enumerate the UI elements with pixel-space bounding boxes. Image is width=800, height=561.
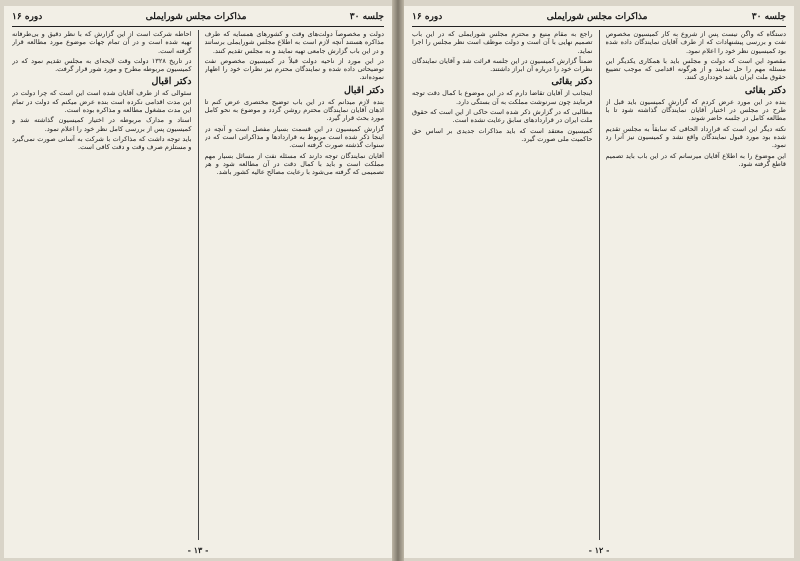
right-column-1 — [606, 30, 787, 540]
speaker-name: دکتر اقبال — [151, 76, 192, 88]
paragraph: مطالبی که در گزارش ذکر شده است حاکی از این است که حقوق ملت ایران در قراردادهای سابق رعایت نشده است. — [412, 108, 593, 125]
paragraph: دستگاه که واگن نیست پس از شروع به کار کمیسیون مخصوص نفت و بررسی پیشنهادات که از طرف آقایان نمایندگان داده شده بود کمیسیون نظر خود را اعلام نمود. — [605, 30, 786, 55]
right-header-session: جلسه ۳۰ — [751, 12, 786, 22]
paragraph: این موضوع را به اطلاع آقایان میرسانم که در این باب باید تصمیم قاطع گرفته شود. — [605, 151, 786, 168]
paragraph: نکته دیگر این است که قرارداد الحاقی که سابقاً به مجلس تقدیم شده بود مورد قبول نمایندگان واقع نشد و کمیسیون نیز آنرا رد نمود. — [605, 124, 786, 150]
paragraph: اسناد و مدارک مربوطه در اختیار کمیسیون گذاشته شد و کمیسیون پس از بررسی کامل نظر خود را اعلام نمود. — [12, 116, 192, 133]
right-header-title: مذاکرات مجلس شورایملی — [546, 12, 648, 22]
left-column-2 — [12, 30, 192, 540]
right-page-columns — [412, 30, 786, 540]
right-column-2 — [412, 30, 593, 540]
paragraph: سئوالی که از طرف آقایان شده است این است که چرا دولت در این مدت اقدامی نکرده است بنده عرض میکنم که دولت در تمام این مدت مشغول مطالعه و مذاکره بوده است. — [12, 89, 192, 115]
column-divider — [599, 30, 600, 540]
binding-gutter — [392, 0, 404, 561]
speaker-name: دکتر بقائی — [551, 76, 593, 88]
paragraph: اینجانب از آقایان تقاضا دارم که در این موضوع با کمال دقت توجه فرمایند چون سرنوشت مملکت به آن بستگی دارد. — [412, 89, 593, 106]
paragraph: کمیسیون معتقد است که باید مذاکرات جدیدی بر اساس حق حاکمیت ملی صورت گیرد. — [412, 126, 593, 143]
right-page-header — [412, 10, 786, 27]
left-page-number: - ۱۳ - — [187, 545, 209, 555]
left-column-1 — [205, 30, 385, 540]
speaker-name: دکتر اقبال — [343, 84, 384, 96]
paragraph: گزارش کمیسیون در این قسمت بسیار مفصل است و آنچه در اینجا ذکر شده است مربوط به قراردادها و مذاکراتی است که در سنوات گذشته صورت گرفته است. — [204, 124, 384, 150]
paragraph: بنده در این مورد عرض کردم که گزارش کمیسیون باید قبل از طرح در مجلس در اختیار آقایان نمایندگان گذاشته شود تا با مطالعه کامل در جلسه حاضر شوند. — [605, 97, 786, 123]
left-header-session: جلسه ۳۰ — [349, 12, 384, 22]
paragraph: مقصود این است که دولت و مجلس باید با همکاری یکدیگر این مسئله مهم را حل نمایند و از هرگونه اقدامی که موجب تضییع حقوق ملت ایران باشد خودداری کنند. — [605, 56, 786, 82]
column-divider — [198, 30, 199, 540]
left-header-period: دوره ۱۶ — [12, 12, 43, 22]
left-header-title: مذاکرات مجلس شورایملی — [145, 12, 247, 22]
left-page — [4, 6, 392, 558]
paragraph: در تاریخ ۱۳۲۸ دولت وقت لایحه‌ای به مجلس تقدیم نمود که در کمیسیون مربوطه مطرح و مورد شور قرار گرفت. — [12, 56, 192, 74]
paragraph: در این مورد از ناحیه دولت قبلاً در کمیسیون مخصوص نفت توضیحاتی داده شده و نمایندگان محترم نیز نظرات خود را اظهار نموده‌اند. — [204, 56, 384, 82]
left-page-header — [12, 10, 384, 27]
speaker-name: دکتر بقائی — [744, 84, 786, 96]
paragraph: بنده لازم میدانم که در این باب توضیح مختصری عرض کنم تا اذهان آقایان نمایندگان محترم روشن گردد و موضوع به نحو کامل مورد بحث قرار گیرد. — [204, 97, 384, 123]
paragraph: راجع به مقام منیع و محترم مجلس شورایملی که در این باب تصمیم نهایی با آن است و دولت موظف است نظر مجلس را اجرا نماید. — [412, 30, 593, 55]
paragraph: ضمناً گزارش کمیسیون در این جلسه قرائت شد و آقایان نمایندگان نظرات خود را درباره آن ابراز داشتند. — [412, 56, 593, 74]
right-header-period: دوره ۱۶ — [412, 12, 443, 22]
left-page-columns — [12, 30, 384, 540]
right-page-number: - ۱۲ - — [588, 545, 610, 555]
paragraph: احاطه شرکت است از این گزارش که با نظر دقیق و بی‌طرفانه تهیه شده است و در آن تمام جهات موضوع مورد مطالعه قرار گرفته است. — [12, 30, 192, 55]
paragraph: دولت و مخصوصاً دولت‌های وقت و کشورهای همسایه که طرف مذاکره هستند آنچه لازم است به اطلاع مجلس شورایملی برسانند و در این باب گزارش جامعی تهیه نمایند و به مجلس تقدیم کنند. — [204, 30, 384, 55]
right-page — [404, 6, 794, 558]
paragraph: باید توجه داشت که مذاکرات با شرکت به آسانی صورت نمی‌گیرد و مستلزم صرف وقت و دقت کافی است. — [12, 134, 192, 152]
paragraph: آقایان نمایندگان توجه دارند که مسئله نفت از مسائل بسیار مهم مملکت است و باید با کمال دقت در آن مطالعه شود و هر تصمیمی که گرفته می‌شود با رعایت مصالح عالیه کشور باشد. — [204, 151, 384, 177]
